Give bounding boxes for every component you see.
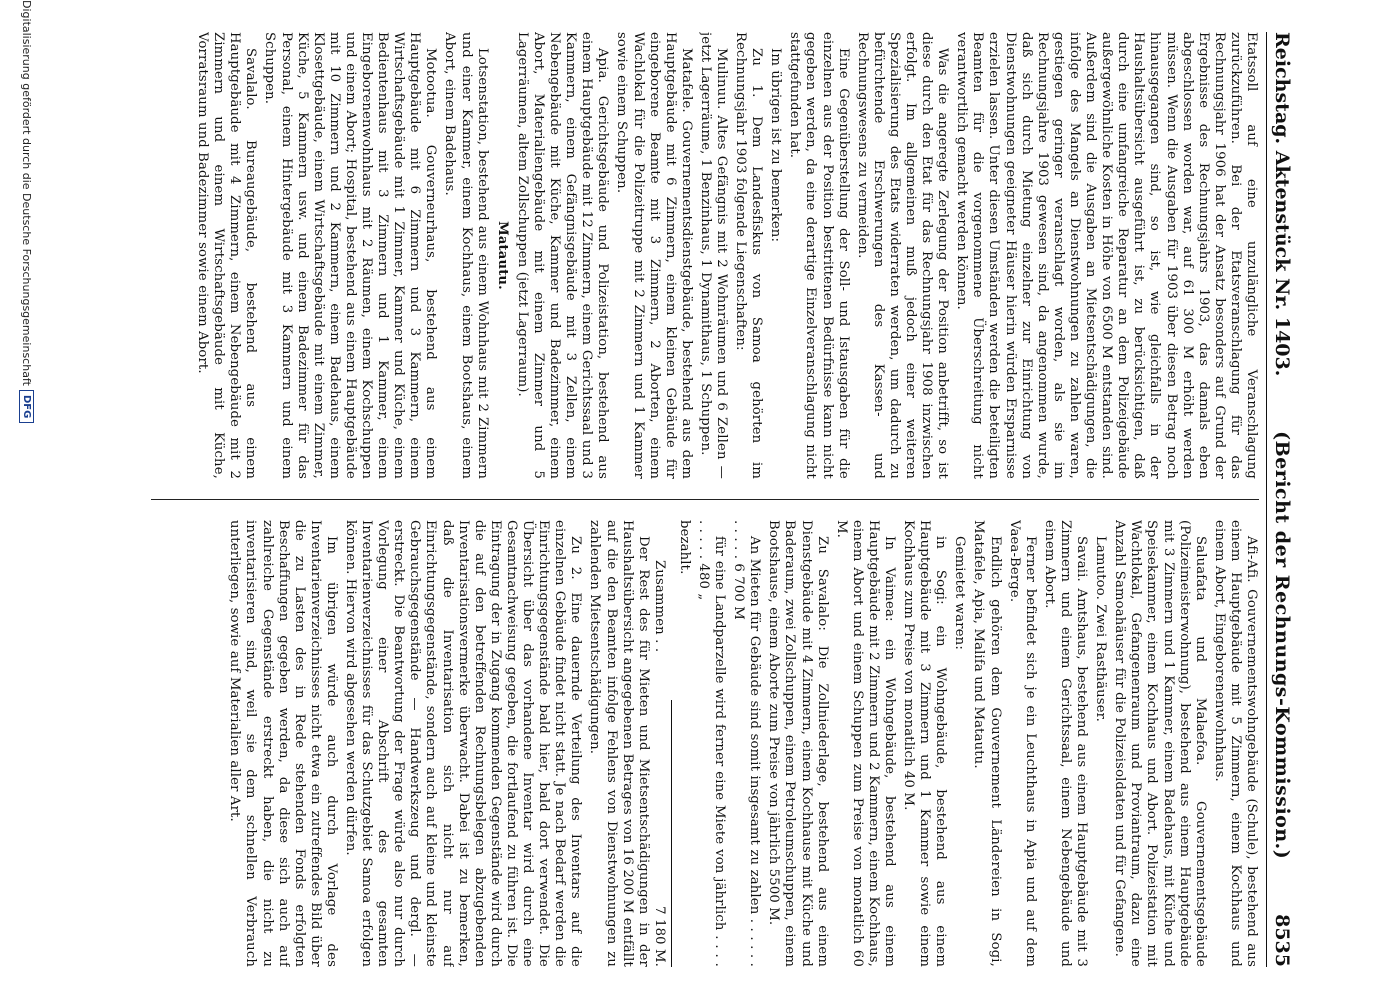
paragraph: Afi-Afi. Gouvernementswohngebäude (Schule), bestehend aus einem Hauptgebäude mit 5 Zimmern, einem Kochhaus und einem Abort, Eingeborenenwohnhaus. xyxy=(1211,520,1259,967)
paragraph: Gemietet waren: xyxy=(952,536,968,650)
paragraph: Etatssoll auf eine unzulängliche Veranschlagung zurückzuführen. Bei der Etatsveranschlagung für das Rechnungsjahr 1906 hat der Ansatz besonders auf Grund der Ergebnisse des Rechnungsjahrs 1903, das damals eben abgeschlossen worden war, auf 61 300 M erhöht werden müssen. Wenn die Ausgaben für 1903 über diesen Betrag noch hinausgegangen sind, so ist, wie gleichfalls in der Haushaltsübersicht ausgeführt ist, zu berücksichtigen, daß durch eine umfangreiche Reparatur an dem Polizeigebäude außergewöhnliche Kosten in Höhe von 6500 M entstanden sind. Außerdem sind die Ausgaben an Mietsentschädigungen, die infolge des Mangels an Dienstwohnungen zu zahlen waren, gestiegen geringer veranschlagt worden, als sie im Rechnungsjahre 1903 gewesen sind, da angenommen wurde, daß sich durch Mietung einzelner zur Einrichtung von Dienstwohnungen geeigneter Häuser hierin würden Ersparnisse erzielen lassen. Unter diesen Umständen werden die beteiligten Beamten für die vorgenommene Überschreitung nicht verantwortlich gemacht werden können. xyxy=(954,32,1259,479)
paragraph: Lotsenstation, bestehend aus einem Wohnhaus mit 2 Zimmern und einer Kammer, einem Kochhaus, einem Bootshaus, einem Abort, einem Badehaus. xyxy=(442,32,490,479)
paragraph: bezahlt. xyxy=(676,520,692,575)
paragraph: Matafele. Gouvernementsdienstgebäude, bestehend aus dem Hauptgebäude mit 6 Zimmern, einem kleinen Gebäude für eingeborene Beamte mit 3 Zimmern, 2 Aborten, einem Wachlokal für die Polizeitruppe mit 2 Zimmern und 1 Kammer sowie einem Schuppen. xyxy=(614,32,694,479)
sum-rule xyxy=(671,700,672,967)
page-number: 8535 xyxy=(1271,914,1293,967)
paragraph: Zu Savalalo: Die Zollniederlage, bestehend aus einem Dienstgebäude mit 4 Zimmern, einem Kochhause mit Küche und Baderaum, zwei Zollschuppen, einem Petroleumschuppen, einem Bootshause, einem Aborte zum Preise von jährlich 5500 M. xyxy=(766,520,830,967)
header-subtitle: (Bericht der Rechnungs-Kommission.) xyxy=(1271,431,1293,860)
paragraph: in Sogi: ein Wohngebäude, bestehend aus einem Hauptgebäude mit 3 Zimmern und 1 Kammer sowie einem Kochhaus zum Preise von monatlich 40 M. xyxy=(901,520,949,967)
paragraph: Im übrigen würde auch durch Vorlage des Inventarienverzeichnisses nicht etwa ein zutreffendes Bild über die zu Lasten des in Rede stehenden Fonds erfolgten Beschaffungen gegeben werden, da diese sich auch auf zahlreiche Gegenstände erstreckt haben, die nicht zu inventarisieren sind, weil sie dem schnellen Verbrauch unterliegen, sowie auf Materialien aller Art. xyxy=(227,520,339,967)
paragraph: An Mieten für Gebäude sind somit insgesamt zu zahlen . . . . . . . . . . . 6 700 M xyxy=(731,520,763,967)
paragraph: Savalalo. Bureaugebäude, bestehend aus einem Hauptgebäude mit 4 Zimmern, einem Nebengebäude mit 2 Zimmern und einem Wirtschaftsgebäude mit Küche, Vorratsraum und Badezimmer sowie einem Abort. xyxy=(195,32,259,479)
section-heading: Matautu. xyxy=(494,221,510,290)
paragraph: Lamutoo. Zwei Rasthäuser. xyxy=(1093,536,1109,722)
paragraph: Mulinuu. Altes Gefängnis mit 2 Wohnräumen und 6 Zellen — jetzt Lagerräume, 1 Benzinhaus, 1 Dynamithaus, 1 Schuppen. xyxy=(697,32,729,479)
digitization-note xyxy=(16,0,38,1000)
column-divider xyxy=(151,499,1259,500)
sum-line xyxy=(651,520,667,967)
sum-value: 7 180 M. xyxy=(651,906,667,967)
paragraph: Der Rest des für Mieten und Mietsentschädigungen in der Haushaltsübersicht angegebenen Betrages von 16 200 M entfällt auf die den Beamten infolge Fehlens von Dienstwohnungen zu zahlenden Mietsentschädigungen. xyxy=(587,520,651,967)
paragraph: Motootua. Gouverneurhaus, bestehend aus einem Hauptgebäude mit 6 Zimmern und 3 Kammern, einem Wirtschaftsgebäude mit 1 Zimmer, Kammer und Küche, einem Bedientenhaus mit 3 Zimmern und 1 Kammer, einem Eingeborenenwohnhaus mit 2 Räumen, einem Kochschuppen und einem Abort; Hospital, bestehend aus einem Hauptgebäude mit 10 Zimmern und 2 Kammern, einem Badehaus, einem Klosettgebäude, einem Wirtschaftsgebäude mit einem Zimmer, Küche, 5 Kammern usw. und einem Badezimmer für das Personal, einem Hintergebäude mit 3 Kammern und einem Schuppen. xyxy=(262,32,439,479)
paragraph: Eine Gegenüberstellung der Soll- und Istausgaben für die einzelnen aus der Position bestrittenen Bedürfnisse kann nicht gegeben werden, da eine derartige Einzelveranschlagung nicht stattgefunden hat. xyxy=(787,32,851,479)
sum-label: Zusammen . . xyxy=(651,560,667,653)
paragraph: Im übrigen ist zu bemerken: xyxy=(768,48,784,243)
paragraph: Ferner befindet sich je ein Leuchthaus in Apia und auf dem Vaea-Berge. xyxy=(1006,520,1038,967)
paragraph: Apia. Gerichtsgebäude und Polizeistation, bestehend aus einem Hauptgebäude mit 12 Zimmern, einem Gerichtssaal und 3 Kammern, einem Gefängnisgebäude mit 3 Zellen, einem Nebengebäude mit Küche, Kammer und Badezimmer, einem Abort, Materialiengebäude mit einem Zimmer und 5 Lagerräumen, altem Zollschuppen (jetzt Lagerraum). xyxy=(514,32,611,479)
header-title: Reichstag. Aktenstück Nr. 1403. xyxy=(1271,32,1293,377)
paragraph: Endlich gehören dem Gouvernement Ländereien in Sogi, Matafele, Apia, Malifa und Matautu. xyxy=(971,520,1003,967)
left-column xyxy=(151,32,1259,479)
page-header xyxy=(1266,32,1311,967)
paragraph: In Vaimea: ein Wohngebäude, bestehend aus einem Hauptgebäude mit 2 Zimmern und 2 Kammern, einem Kochhaus, einem Abort und einem Schuppen zum Preise von monatlich 60 M. xyxy=(833,520,898,967)
text-columns xyxy=(151,32,1259,967)
right-column xyxy=(151,520,1259,967)
dfg-logo: DFG xyxy=(20,390,35,423)
digitization-text: Digitalisierung gefördert durch die Deutsche Forschungsgemeinschaft xyxy=(20,0,34,386)
paragraph: Savaii. Amtshaus, bestehend aus einem Hauptgebäude mit 3 Zimmern und einem Gerichtssaal, einem Nebengebäude und einem Abort. xyxy=(1041,520,1090,967)
paragraph: für eine Landparzelle wird ferner eine Miete von jährlich . . . . . . . . . 480 „ xyxy=(696,520,728,967)
paragraph: Saluafata und Malaefoa. Gouvernementsgebäude (Polizeimeisterwohnung), bestehend aus einem Hauptgebäude mit 3 Zimmern und 1 Kammer, einem Badehaus, mit Küche und Speisekammer, einem Kochhaus und Abort. Polizeistation mit Wachtlokal, Gefangenenraum und Proviantraum, dazu eine Anzahl Samoahäuser für die Polizeisoldaten und für Gefangene. xyxy=(1112,520,1208,967)
page-frame xyxy=(151,32,1311,967)
paragraph: Zu 2. Eine dauernde Verteilung des Inventars auf die einzelnen Gebäude findet nicht statt. Je nach Bedarf werden die Einrichtungsgegenstände bald hier, bald dort verwendet. Die Übersicht über das vorhandene Inventar wird durch eine Gesamtnachweisung gegeben, die fortlaufend zu führen ist. Die Eintragung der in Zugang kommenden Gegenstände wird durch die auf den betreffenden Rechnungsbelegen abzugebenden Inventarisationsvermerke überwacht. Dabei ist zu bemerken, daß die Inventarisation sich nicht nur auf Einrichtungsgegenstände, sondern auch auf kleine und kleinste Gebrauchsgegenstände — Handwerkszeug und dergl. — erstreckt. Die Beantwortung der Frage würde also nur durch Vorlegung einer Abschrift des gesamten Inventarienverzeichnisses für das Schutzgebiet Samoa erfolgen können. Hiervon wird abgesehen werden dürfen. xyxy=(343,520,584,967)
paragraph: Was die angeregte Zerlegung der Position anbetrifft, so ist diese durch den Etat für das Rechnungsjahr 1908 inzwischen erfolgt. Im allgemeinen muß jedoch einer weiteren Spezialisierung des Etats widerraten werden, um dadurch zu befürchtende Erschwerungen des Kassen- und Rechnungswesens zu vermeiden. xyxy=(854,32,951,479)
paragraph: Zu 1. Dem Landesfiskus von Samoa gehörten im Rechnungsjahr 1903 folgende Liegenschaften: xyxy=(733,32,765,479)
